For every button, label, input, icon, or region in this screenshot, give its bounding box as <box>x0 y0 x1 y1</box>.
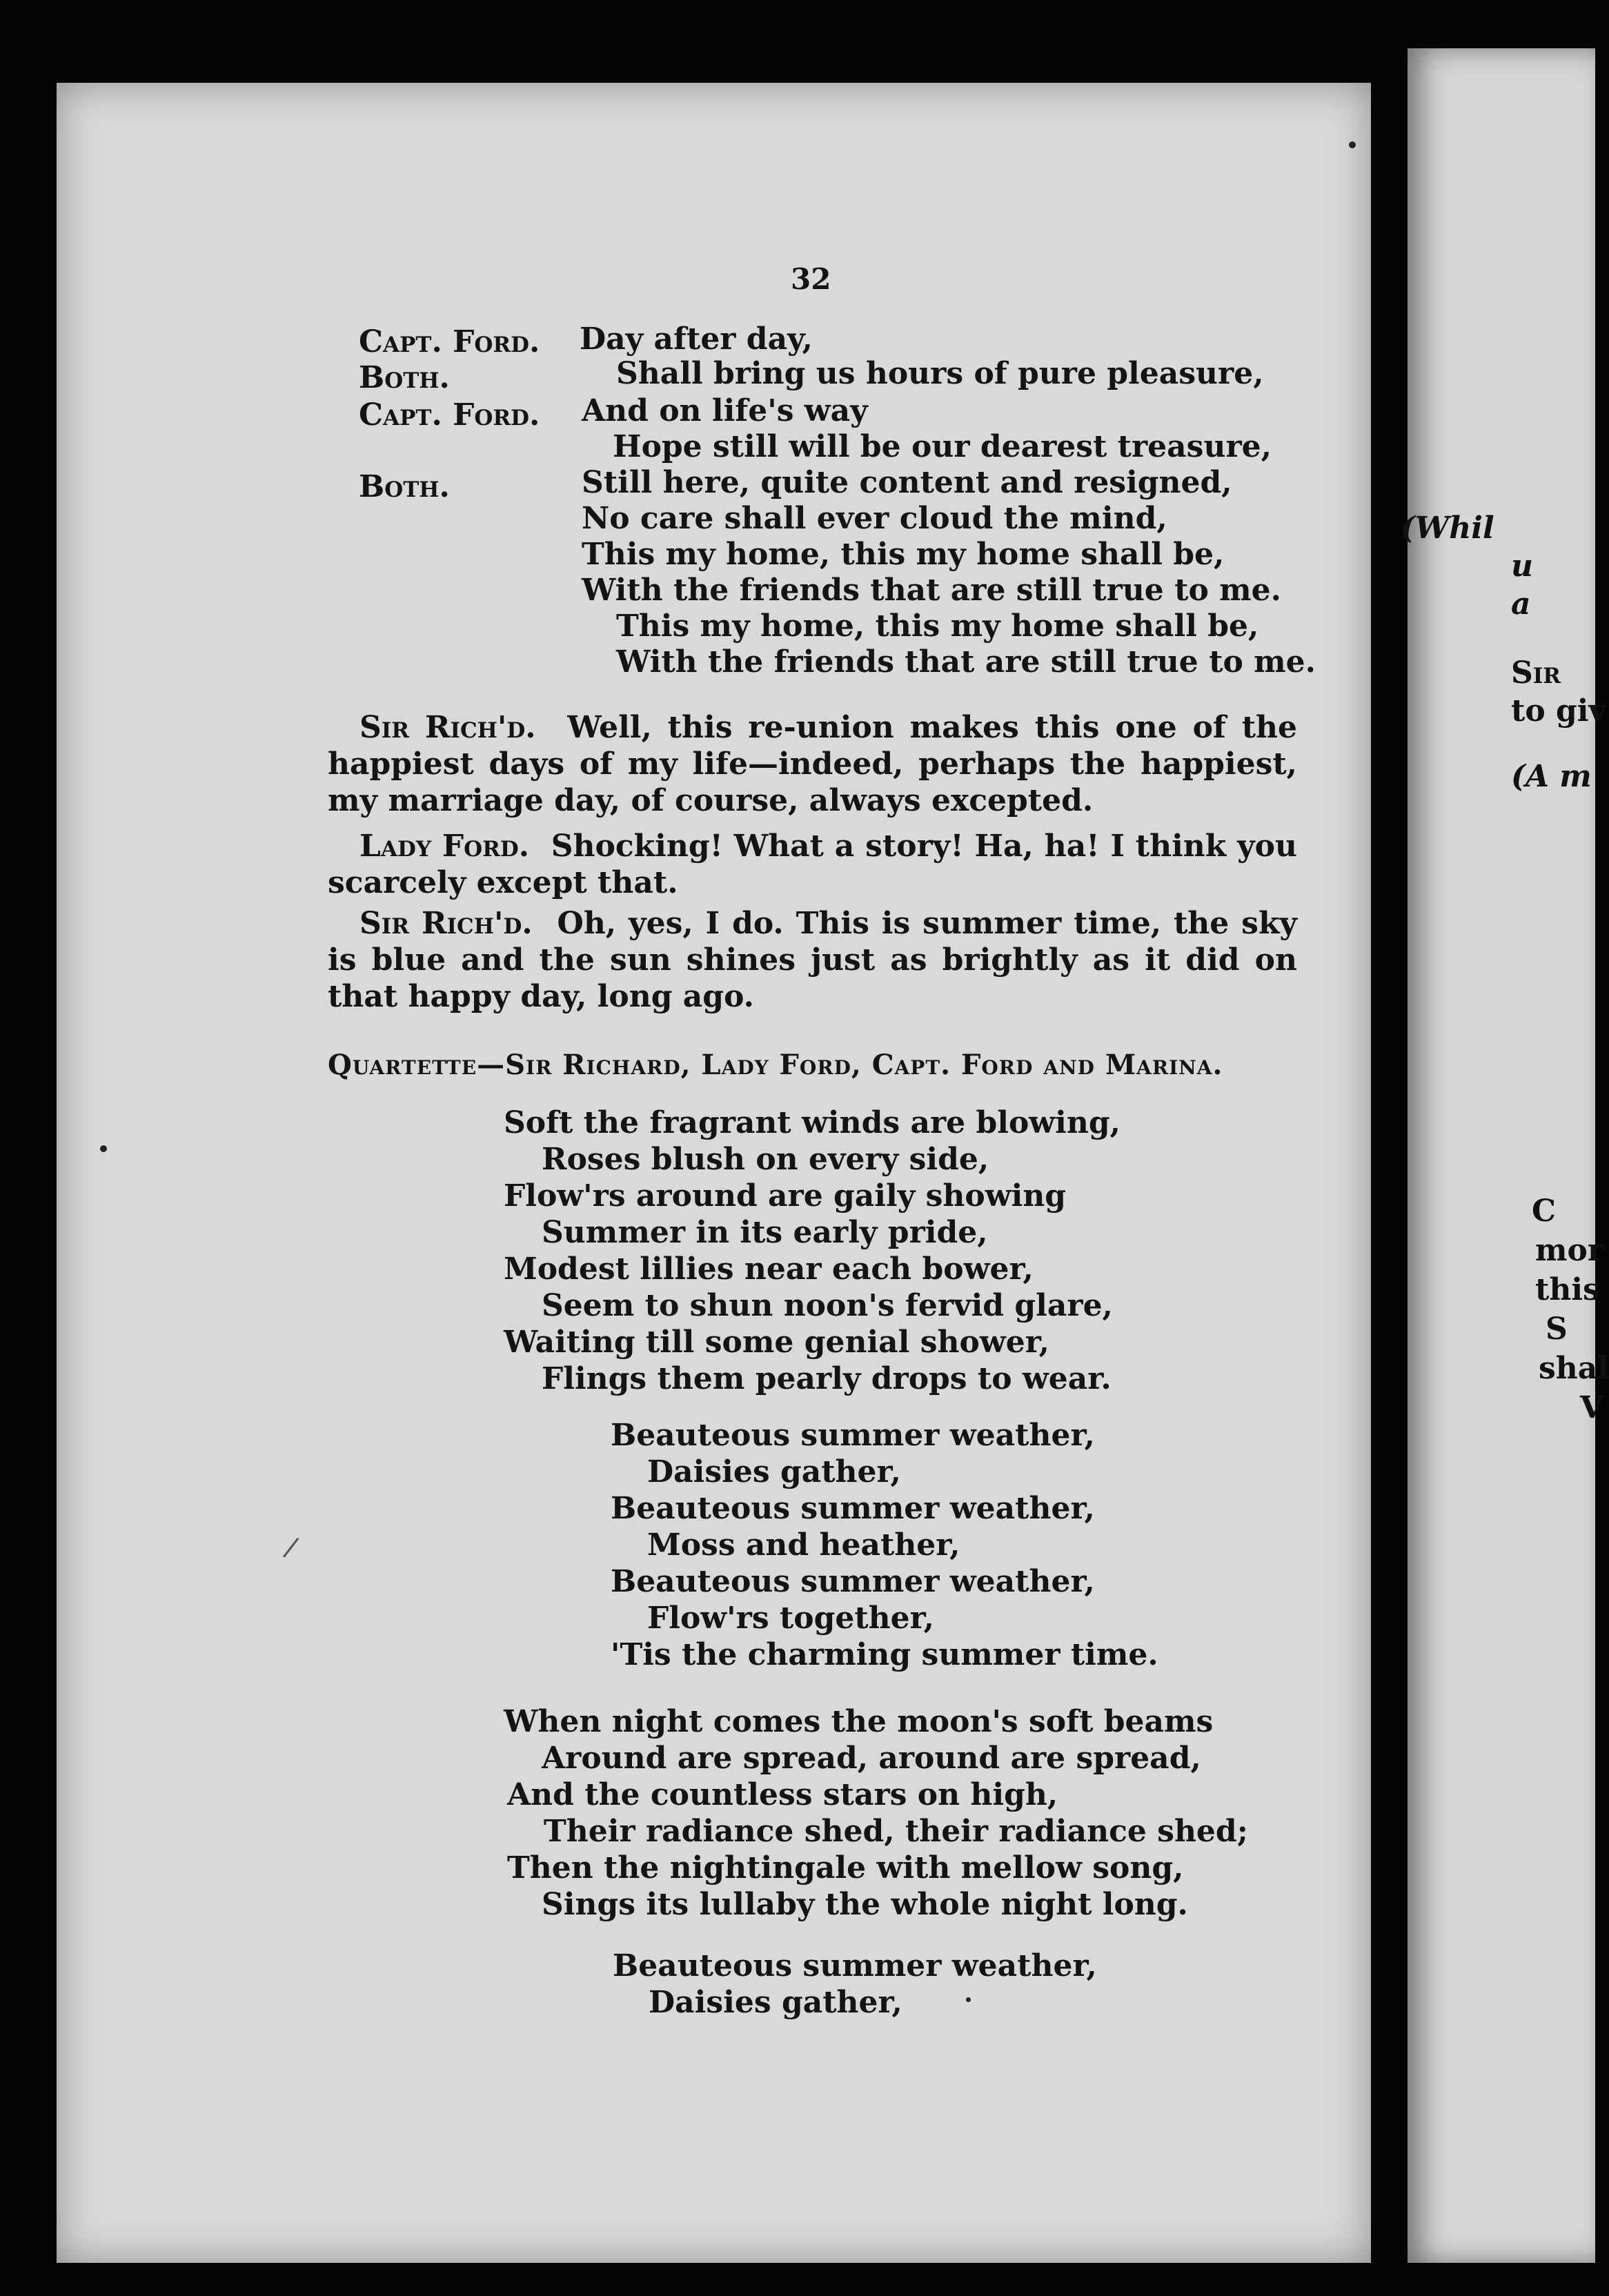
next-page-fragment: shal <box>1539 1351 1609 1386</box>
dialogue-text: Oh, yes, I do. This is summer time, the sky is blue and the sun shines just as brightly as it did on that happy day, long ago. <box>328 906 1297 1014</box>
speaker-label: Sir Rich'd. <box>359 906 533 941</box>
lyric-line: Flow'rs around are gaily showing <box>504 1178 1067 1214</box>
adjacent-page <box>1401 48 1609 2263</box>
next-page-fragment: this <box>1535 1272 1600 1307</box>
lyric-line: Day after day, <box>580 321 813 357</box>
lyric-line: Modest lillies near each bower, <box>504 1251 1034 1287</box>
lyric-line: Daisies gather, <box>647 1454 901 1490</box>
next-page-fragment: u <box>1511 548 1533 584</box>
lyric-line: Beauteous summer weather, <box>611 1564 1095 1599</box>
lyric-line: Beauteous summer weather, <box>613 1948 1097 1983</box>
next-page-fragment: (Whil <box>1401 511 1494 546</box>
speaker-label: Capt. Ford. <box>359 397 540 433</box>
next-page-fragment: a <box>1511 586 1531 622</box>
lyric-line: Flings them pearly drops to wear. <box>542 1361 1112 1396</box>
lyric-line: And on life's way <box>582 393 868 428</box>
lyric-line: Hope still will be our dearest treasure, <box>613 429 1272 464</box>
next-page-fragment: S <box>1546 1312 1568 1347</box>
lyric-line: Sings its lullaby the whole night long. <box>542 1887 1188 1922</box>
lyric-line: Roses blush on every side, <box>542 1142 989 1177</box>
speaker-label: Lady Ford. <box>359 829 530 864</box>
speaker-label: Both. <box>359 360 450 395</box>
next-page-fragment: mor <box>1535 1233 1604 1268</box>
quartette-heading: Quartette—Sir Richard, Lady Ford, Capt. Ford and Marina. <box>328 1049 1223 1081</box>
lyric-line: This my home, this my home shall be, <box>616 608 1259 644</box>
next-page-fragment: C <box>1532 1194 1557 1229</box>
lyric-line: Summer in its early pride, <box>542 1215 988 1250</box>
dialogue-text: Well, this re-union makes this one of the happiest days of my life—indeed, perhaps the happiest, my marriage day, of course, always excepted. <box>328 710 1298 818</box>
lyric-line: Around are spread, around are spread, <box>542 1741 1201 1776</box>
speaker-label: Sir Rich'd. <box>359 710 536 745</box>
lyric-line: Shall bring us hours of pure pleasure, <box>616 356 1264 391</box>
next-page-fragment: to giv <box>1511 693 1607 729</box>
lyric-line: When night comes the moon's soft beams <box>504 1704 1214 1739</box>
ink-speck <box>100 1145 107 1152</box>
dialogue-text: Shocking! What a story! Ha, ha! I think you scarcely except that. <box>328 829 1298 900</box>
ink-speck <box>966 1997 971 2002</box>
lyric-line: And the countless stars on high, <box>507 1777 1058 1812</box>
next-page-fragment: V <box>1580 1390 1604 1425</box>
lyric-line: Then the nightingale with mellow song, <box>507 1850 1184 1886</box>
lyric-line: With the friends that are still true to me. <box>616 644 1316 680</box>
lyric-line: 'Tis the charming summer time. <box>611 1637 1158 1672</box>
lyric-line: Beauteous summer weather, <box>611 1418 1095 1453</box>
lyric-line: Seem to shun noon's fervid glare, <box>542 1288 1113 1323</box>
lyric-line: Still here, quite content and resigned, <box>582 465 1232 500</box>
speaker-label: Both. <box>359 469 450 504</box>
lyric-line: Moss and heather, <box>647 1527 960 1563</box>
lyric-line: Their radiance shed, their radiance shed; <box>544 1814 1248 1849</box>
pencil-mark: / <box>281 1531 301 1564</box>
dialogue-paragraph <box>328 905 1297 1015</box>
dialogue-paragraph <box>328 709 1297 819</box>
lyric-line: With the friends that are still true to me. <box>582 573 1281 608</box>
page-number: 32 <box>791 262 831 296</box>
lyric-line: Waiting till some genial shower, <box>504 1325 1049 1360</box>
lyric-line: Soft the fragrant winds are blowing, <box>504 1105 1121 1140</box>
speaker-label: Capt. Ford. <box>359 324 540 359</box>
next-page-fragment: Sir <box>1511 655 1561 691</box>
lyric-line: Daisies gather, <box>649 1985 902 2020</box>
lyric-line: Beauteous summer weather, <box>611 1491 1095 1526</box>
ink-speck <box>1349 141 1356 148</box>
next-page-fragment: (A m <box>1511 759 1592 794</box>
dialogue-paragraph <box>328 828 1297 901</box>
lyric-line: This my home, this my home shall be, <box>582 537 1225 572</box>
lyric-line: No care shall ever cloud the mind, <box>582 501 1167 536</box>
lyric-line: Flow'rs together, <box>647 1601 934 1636</box>
